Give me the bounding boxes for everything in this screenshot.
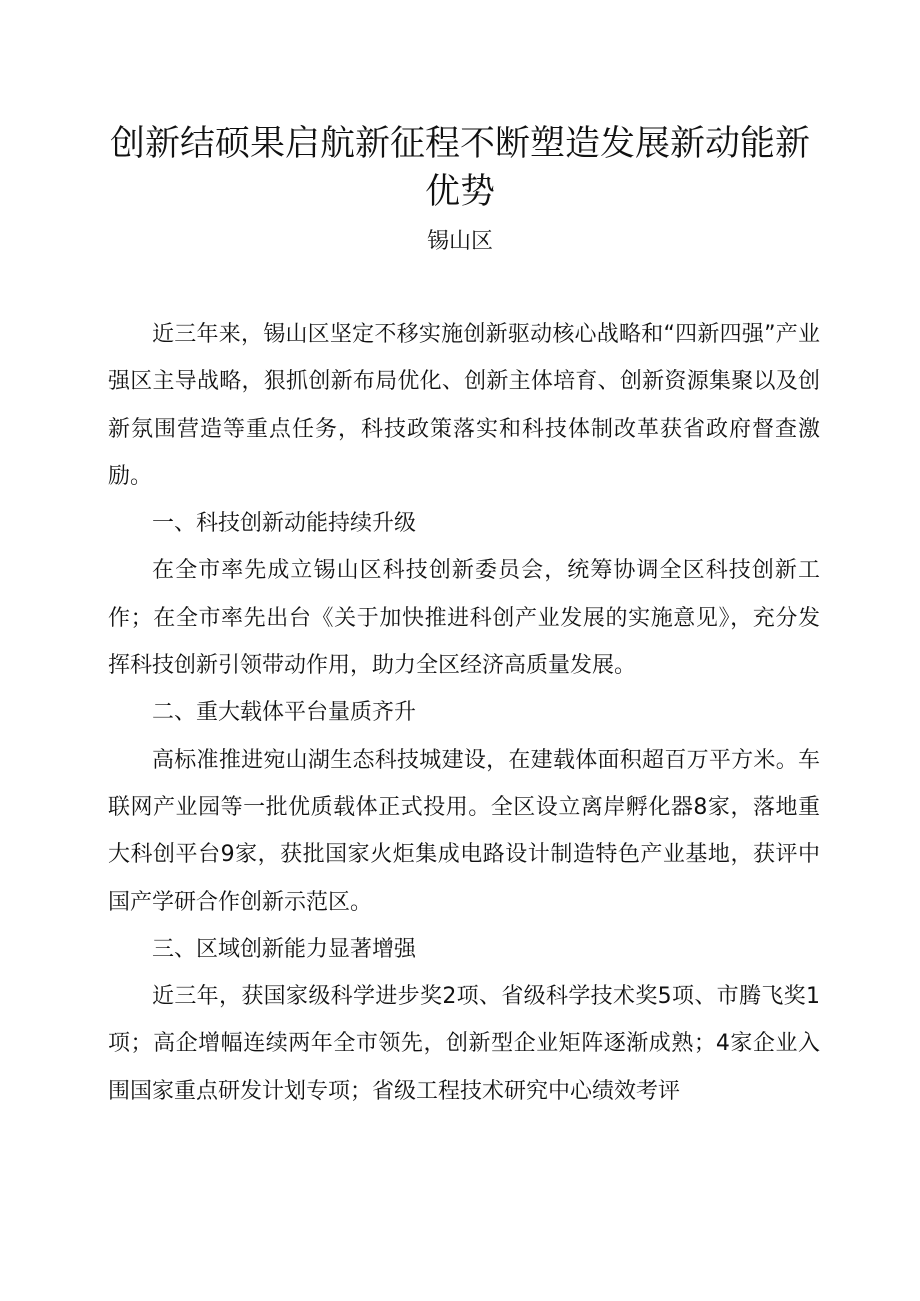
document-title-line-1: 创新结硕果启航新征程不断塑造发展新动能新 xyxy=(109,124,810,164)
section-paragraph-3: 近三年，获国家级科学进步奖2项、省级科学技术奖5项、市腾飞奖1项；高企增幅连续两年全市领先，创新型企业矩阵逐渐成熟；4家企业入围国家重点研发计划专项；省级工程技术研究中心绩效考评 xyxy=(108,984,820,1104)
section-heading-3: 三、区域创新能力显著增强 xyxy=(152,936,417,962)
section-heading-2: 二、重大载体平台量质齐升 xyxy=(152,700,417,726)
section-paragraph-2: 高标准推进宛山湖生态科技城建设，在建载体面积超百万平方米。车联网产业园等一批优质载体正式投用。全区设立离岸孵化器8家，落地重大科创平台9家，获批国家火炬集成电路设计制造特色产业基地，获评中国产学研合作创新示范区。 xyxy=(108,747,820,915)
intro-paragraph: 近三年来，锡山区坚定不移实施创新驱动核心战略和“四新四强”产业强区主导战略，狠抓创新布局优化、创新主体培育、创新资源集聚以及创新氛围营造等重点任务，科技政策落实和科技体制改革获省政府督查激励。 xyxy=(108,322,820,489)
document-title-line-2: 优势 xyxy=(424,172,495,212)
document-author: 锡山区 xyxy=(426,229,493,254)
section-heading-1: 一、科技创新动能持续升级 xyxy=(152,511,417,537)
document-body xyxy=(108,311,820,1115)
section-paragraph-1: 在全市率先成立锡山区科技创新委员会，统筹协调全区科技创新工作；在全市率先出台《关于加快推进科创产业发展的实施意见》，充分发挥科技创新引领带动作用，助力全区经济高质量发展。 xyxy=(108,558,820,679)
